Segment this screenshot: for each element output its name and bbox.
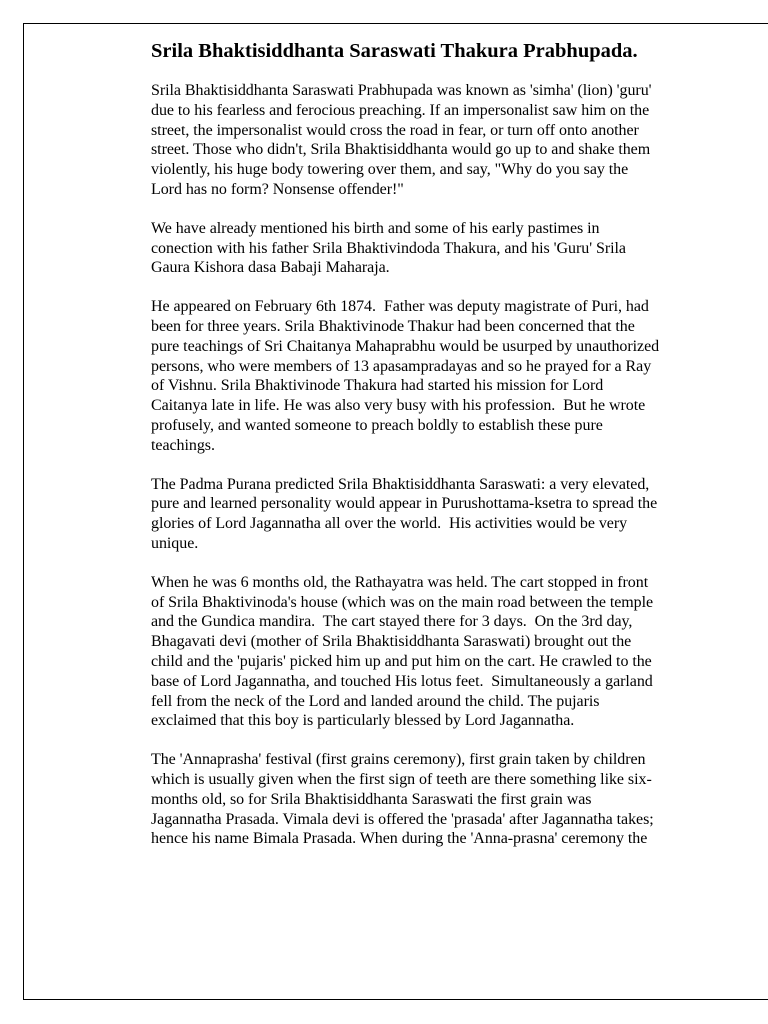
- text-line: and the Gundica mandira. The cart stayed there for 3 days. On the 3rd day,: [151, 613, 633, 631]
- paragraph: [151, 475, 686, 554]
- text-line: teachings.: [151, 436, 215, 454]
- paragraph: [151, 297, 686, 455]
- text-line: months old, so for Srila Bhaktisiddhanta Saraswati the first grain was: [151, 790, 592, 808]
- text-line: persons, who were members of 13 apasampradayas and so he prayed for a Ray: [151, 357, 652, 375]
- text-line: of Vishnu. Srila Bhaktivinode Thakura had started his mission for Lord: [151, 377, 604, 395]
- document-title: Srila Bhaktisiddhanta Saraswati Thakura Prabhupada.: [151, 40, 638, 62]
- text-line: child and the 'pujaris' picked him up and put him on the cart. He crawled to the: [151, 652, 652, 670]
- text-line: hence his name Bimala Prasada. When during the 'Anna-prasna' ceremony the: [151, 830, 648, 848]
- text-line: of Srila Bhaktivinoda's house (which was on the main road between the temple: [151, 593, 654, 611]
- text-line: street. Those who didn't, Srila Bhaktisiddhanta would go up to and shake them: [151, 141, 651, 159]
- document-page: [23, 23, 768, 1000]
- text-line: pure teachings of Sri Chaitanya Mahaprabhu would be usurped by unauthorized: [151, 337, 660, 355]
- text-line: street, the impersonalist would cross the road in fear, or turn off onto another: [151, 121, 639, 139]
- text-line: The Padma Purana predicted Srila Bhaktisiddhanta Saraswati: a very elevated,: [151, 475, 650, 493]
- text-line: Lord has no form? Nonsense offender!": [151, 180, 404, 198]
- paragraphs-container: [151, 81, 686, 849]
- text-line: pure and learned personality would appear in Purushottama-ksetra to spread the: [151, 495, 658, 513]
- text-line: Gaura Kishora dasa Babaji Maharaja.: [151, 259, 390, 277]
- text-line: When he was 6 months old, the Rathayatra was held. The cart stopped in front: [151, 573, 649, 591]
- text-line: conection with his father Srila Bhaktivindoda Thakura, and his 'Guru' Srila: [151, 239, 626, 257]
- paragraph: [151, 573, 686, 731]
- text-line: He appeared on February 6th 1874. Father was deputy magistrate of Puri, had: [151, 298, 649, 316]
- text-line: We have already mentioned his birth and some of his early pastimes in: [151, 219, 600, 237]
- text-line: which is usually given when the first sign of teeth are there something like six-: [151, 770, 652, 788]
- text-line: exclaimed that this boy is particularly blessed by Lord Jagannatha.: [151, 712, 575, 730]
- text-line: fell from the neck of the Lord and landed around the child. The pujaris: [151, 692, 600, 710]
- paragraph: [151, 81, 686, 200]
- text-line: profusely, and wanted someone to preach boldly to establish these pure: [151, 416, 603, 434]
- text-line: unique.: [151, 534, 199, 552]
- text-line: Caitanya late in life. He was also very busy with his profession. But he wrote: [151, 397, 646, 415]
- text-line: due to his fearless and ferocious preaching. If an impersonalist saw him on the: [151, 101, 650, 119]
- text-line: Srila Bhaktisiddhanta Saraswati Prabhupada was known as 'simha' (lion) 'guru': [151, 82, 652, 99]
- text-line: The 'Annaprasha' festival (first grains ceremony), first grain taken by children: [151, 751, 646, 769]
- text-line: been for three years. Srila Bhaktivinode Thakur had been concerned that the: [151, 317, 635, 335]
- text-line: base of Lord Jagannatha, and touched His lotus feet. Simultaneously a garland: [151, 672, 653, 690]
- paragraph: [151, 750, 686, 849]
- text-line: violently, his huge body towering over them, and say, "Why do you say the: [151, 161, 629, 179]
- text-line: Bhagavati devi (mother of Srila Bhaktisiddhanta Saraswati) brought out the: [151, 633, 632, 651]
- document-body: [151, 38, 686, 868]
- text-line: Jagannatha Prasada. Vimala devi is offered the 'prasada' after Jagannatha takes;: [151, 810, 654, 828]
- paragraph: [151, 219, 686, 278]
- text-line: glories of Lord Jagannatha all over the world. His activities would be very: [151, 515, 628, 533]
